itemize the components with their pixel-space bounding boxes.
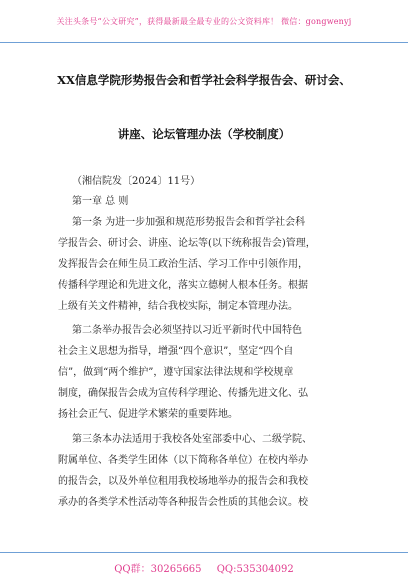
article2-line5: 扬社会正气、促进学术繁荣的重要阵地。 xyxy=(58,409,238,420)
article2-line1: 第二条举办报告会必须坚持以习近平新时代中国特色 xyxy=(72,325,302,336)
footer-contact xyxy=(0,560,408,575)
article3-line4: 承办的各类学术性活动等各种报告会性质的其他会议。校 xyxy=(58,497,308,508)
footer-qq: QQ:535304092 xyxy=(216,564,294,575)
header-banner-text: 关注头条号“公文研究”，获得最新最全最专业的公文资料库！ 微信：gongwenyj xyxy=(56,16,352,26)
article3-line2: 附属单位、各类学生团体（以下简称各单位）在校内举办 xyxy=(58,455,308,466)
footer-qq-group: QQ群：30265665 xyxy=(114,564,202,575)
article3-line3: 的报告会，以及外单位租用我校场地举办的报告会和我校 xyxy=(58,476,308,487)
document-title-line1: XX信息学院形势报告会和哲学社会科学报告会、研讨会、 xyxy=(57,73,351,87)
document-title-line2: 讲座、论坛管理办法（学校制度） xyxy=(117,127,291,141)
article3-line1: 第三条本办法适用于我校各处室部委中心、二级学院、 xyxy=(72,434,312,445)
footer xyxy=(0,552,408,580)
article2-line4: 制度，确保报告会成为宣传科学理论、传播先进文化、弘 xyxy=(58,388,308,399)
article2-line2: 社会主义思想为指导，增强“四个意识”，坚定“四个自 xyxy=(58,346,294,357)
article1-line2: 学报告会、研讨会、讲座、论坛等(以下统称报告会)管理， xyxy=(58,238,316,249)
article1-line3: 发挥报告会在师生员工政治生活、学习工作中引领作用， xyxy=(58,259,308,270)
doc-number: （湘信院发〔2024〕11号） xyxy=(72,176,201,187)
header-divider xyxy=(0,42,408,43)
article1-line5: 上级有关文件精神，结合我校实际，制定本管理办法。 xyxy=(58,301,298,312)
article2-line3: 信”，做到“两个维护”，遵守国家法律法规和学校规章 xyxy=(58,367,294,378)
chapter-heading: 第一章 总 则 xyxy=(72,196,129,207)
article1-line1: 第一条 为进一步加强和规范形势报告会和哲学社会科 xyxy=(72,217,306,228)
header-banner xyxy=(0,0,408,42)
footer-divider xyxy=(0,552,408,553)
article1-line4: 传播科学理论和先进文化，落实立德树人根本任务。根据 xyxy=(58,280,308,291)
